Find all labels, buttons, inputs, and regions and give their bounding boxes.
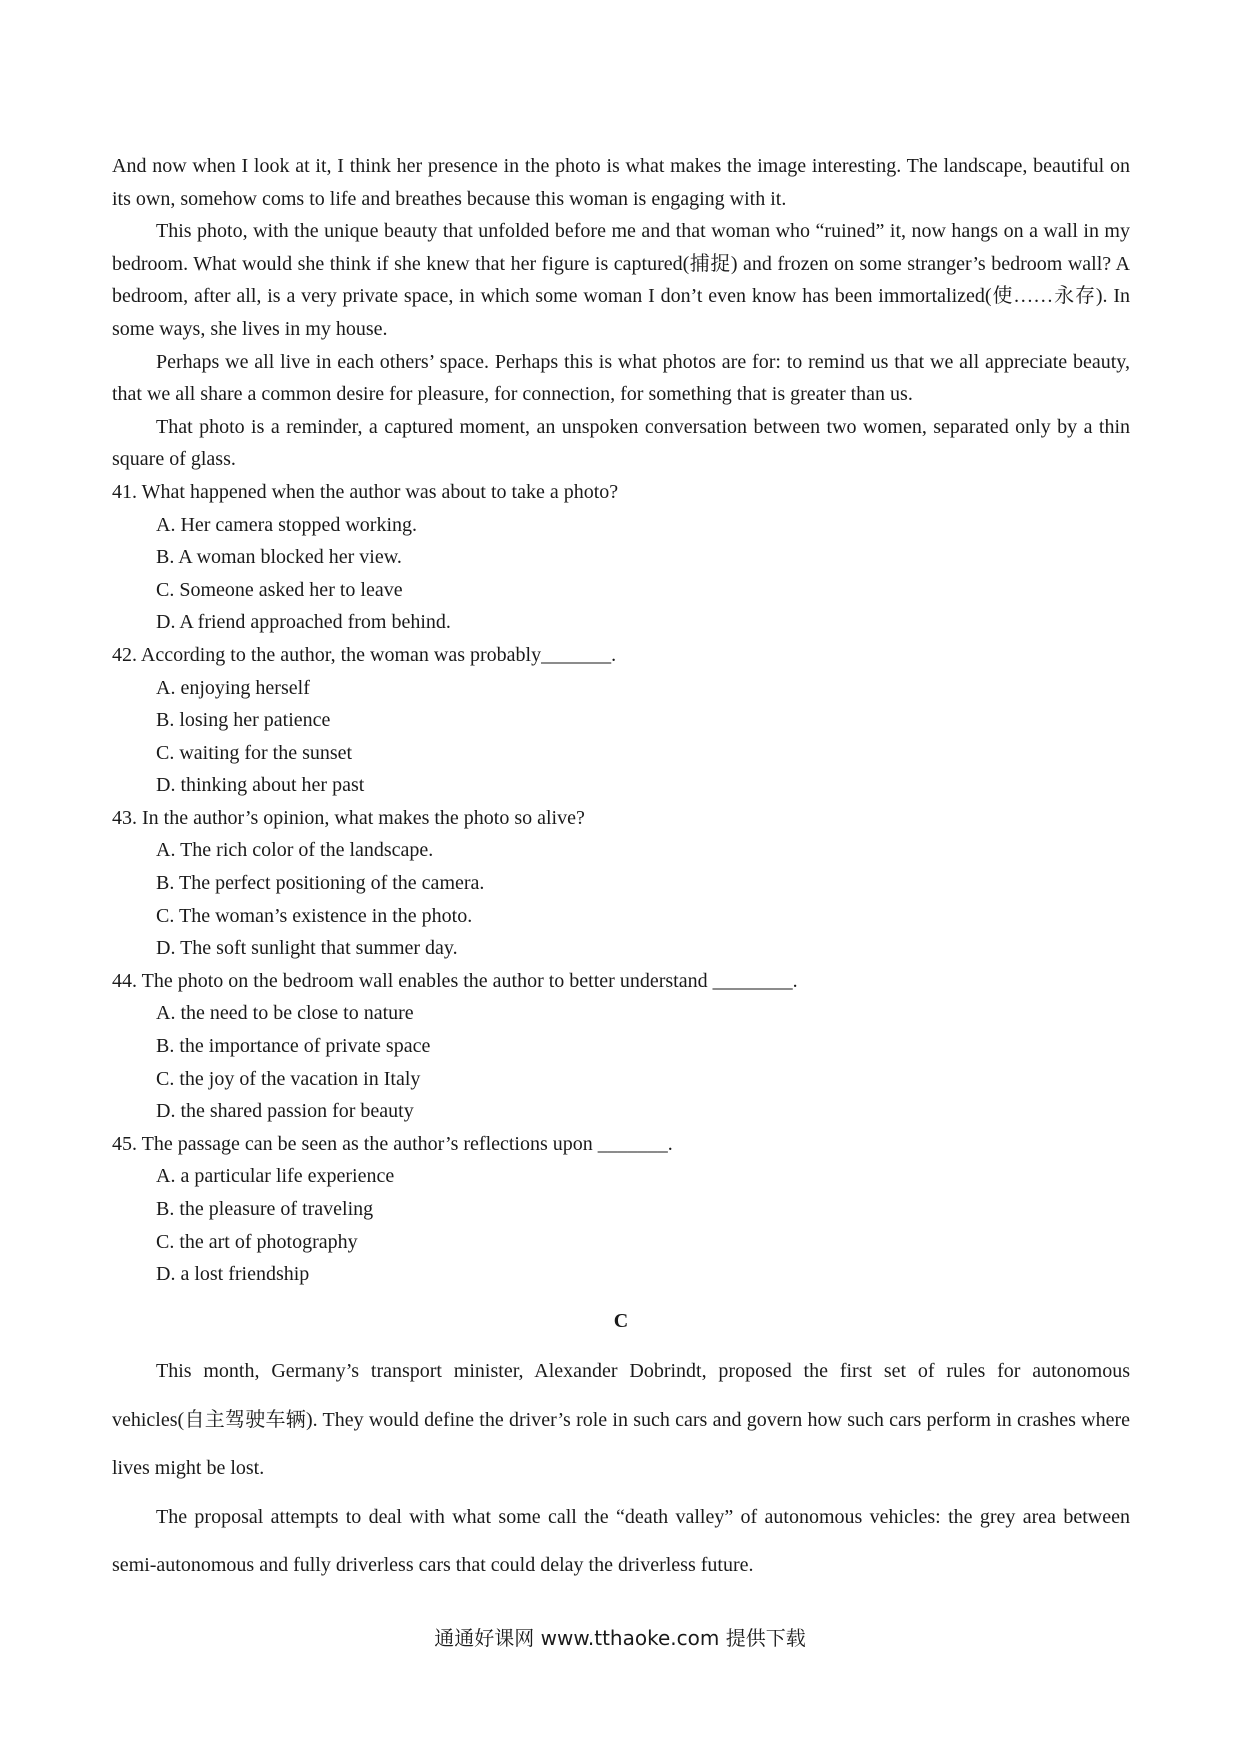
question-stem: 41. What happened when the author was about to take a photo?	[112, 480, 619, 503]
question-stem: 43. In the author’s opinion, what makes the photo so alive?	[112, 806, 585, 829]
option-a: A. Her camera stopped working.	[156, 513, 418, 536]
option-d: D. the shared passion for beauty	[156, 1100, 414, 1123]
question-stem: 44. The photo on the bedroom wall enables the author to better understand ________.	[112, 969, 798, 992]
option-c: C. The woman’s existence in the photo.	[156, 904, 473, 927]
section-c-paragraph: This month, Germany’s transport minister, Alexander Dobrindt, proposed the first set of rules for autonomous vehicles(自主驾驶车辆). They would define the driver’s role in such cars and govern how such cars perform in crashes where lives might be lost.	[112, 1360, 1130, 1480]
option-c: C. Someone asked her to leave	[156, 578, 403, 601]
question-45	[112, 1128, 1130, 1291]
option-b: B. A woman blocked her view.	[156, 546, 402, 569]
option-a: A. the need to be close to nature	[156, 1002, 414, 1025]
question-42	[112, 639, 1130, 802]
option-b: B. losing her patience	[156, 709, 331, 732]
option-c: C. waiting for the sunset	[156, 741, 353, 764]
option-b: B. The perfect positioning of the camera.	[156, 872, 485, 895]
option-a: A. The rich color of the landscape.	[156, 839, 434, 862]
page-content	[112, 150, 1130, 1589]
question-43	[112, 802, 1130, 965]
option-d: D. The soft sunlight that summer day.	[156, 937, 458, 960]
passage-paragraph: This photo, with the unique beauty that unfolded before me and that woman who “ruined” it, now hangs on a wall in my bedroom. What would she think if she knew that her figure is captured(捕捉) and frozen on some stranger’s bedroom wall? A bedroom, after all, is a very private space, in which some woman I don’t even know has been immortalized(使……永存). In some ways, she lives in my house.	[112, 220, 1130, 340]
option-d: D. thinking about her past	[156, 774, 365, 797]
section-heading: C	[613, 1309, 629, 1332]
option-b: B. the pleasure of traveling	[156, 1198, 374, 1220]
option-a: A. a particular life experience	[156, 1165, 395, 1188]
question-41	[112, 476, 1130, 639]
question-stem: 42. According to the author, the woman was probably_______.	[112, 643, 617, 666]
question-44	[112, 965, 1130, 1128]
option-d: D. a lost friendship	[156, 1263, 310, 1286]
section-c-paragraph: The proposal attempts to deal with what some call the “death valley” of autonomous vehicles: the grey area between semi-autonomous and fully driverless cars that could delay the driverless future.	[112, 1505, 1130, 1576]
option-d: D. A friend approached from behind.	[156, 611, 451, 634]
option-c: C. the art of photography	[156, 1230, 358, 1253]
passage-paragraph: And now when I look at it, I think her presence in the photo is what makes the image interesting. The landscape, beautiful on its own, somehow coms to life and breathes because this woman is engaging with it.	[112, 155, 1130, 210]
question-stem: 45. The passage can be seen as the author’s reflections upon _______.	[112, 1132, 673, 1155]
passage-paragraph: That photo is a reminder, a captured moment, an unspoken conversation between two women, separated only by a thin square of glass.	[112, 415, 1130, 471]
option-b: B. the importance of private space	[156, 1035, 431, 1058]
passage-paragraph: Perhaps we all live in each others’ space. Perhaps this is what photos are for: to remind us that we all appreciate beauty, that we all share a common desire for pleasure, for connection, for something that is greater than us.	[112, 350, 1130, 406]
option-c: C. the joy of the vacation in Italy	[156, 1067, 421, 1090]
option-a: A. enjoying herself	[156, 676, 310, 699]
page-footer: 通通好课网 www.tthaoke.com 提供下载	[434, 1626, 806, 1650]
